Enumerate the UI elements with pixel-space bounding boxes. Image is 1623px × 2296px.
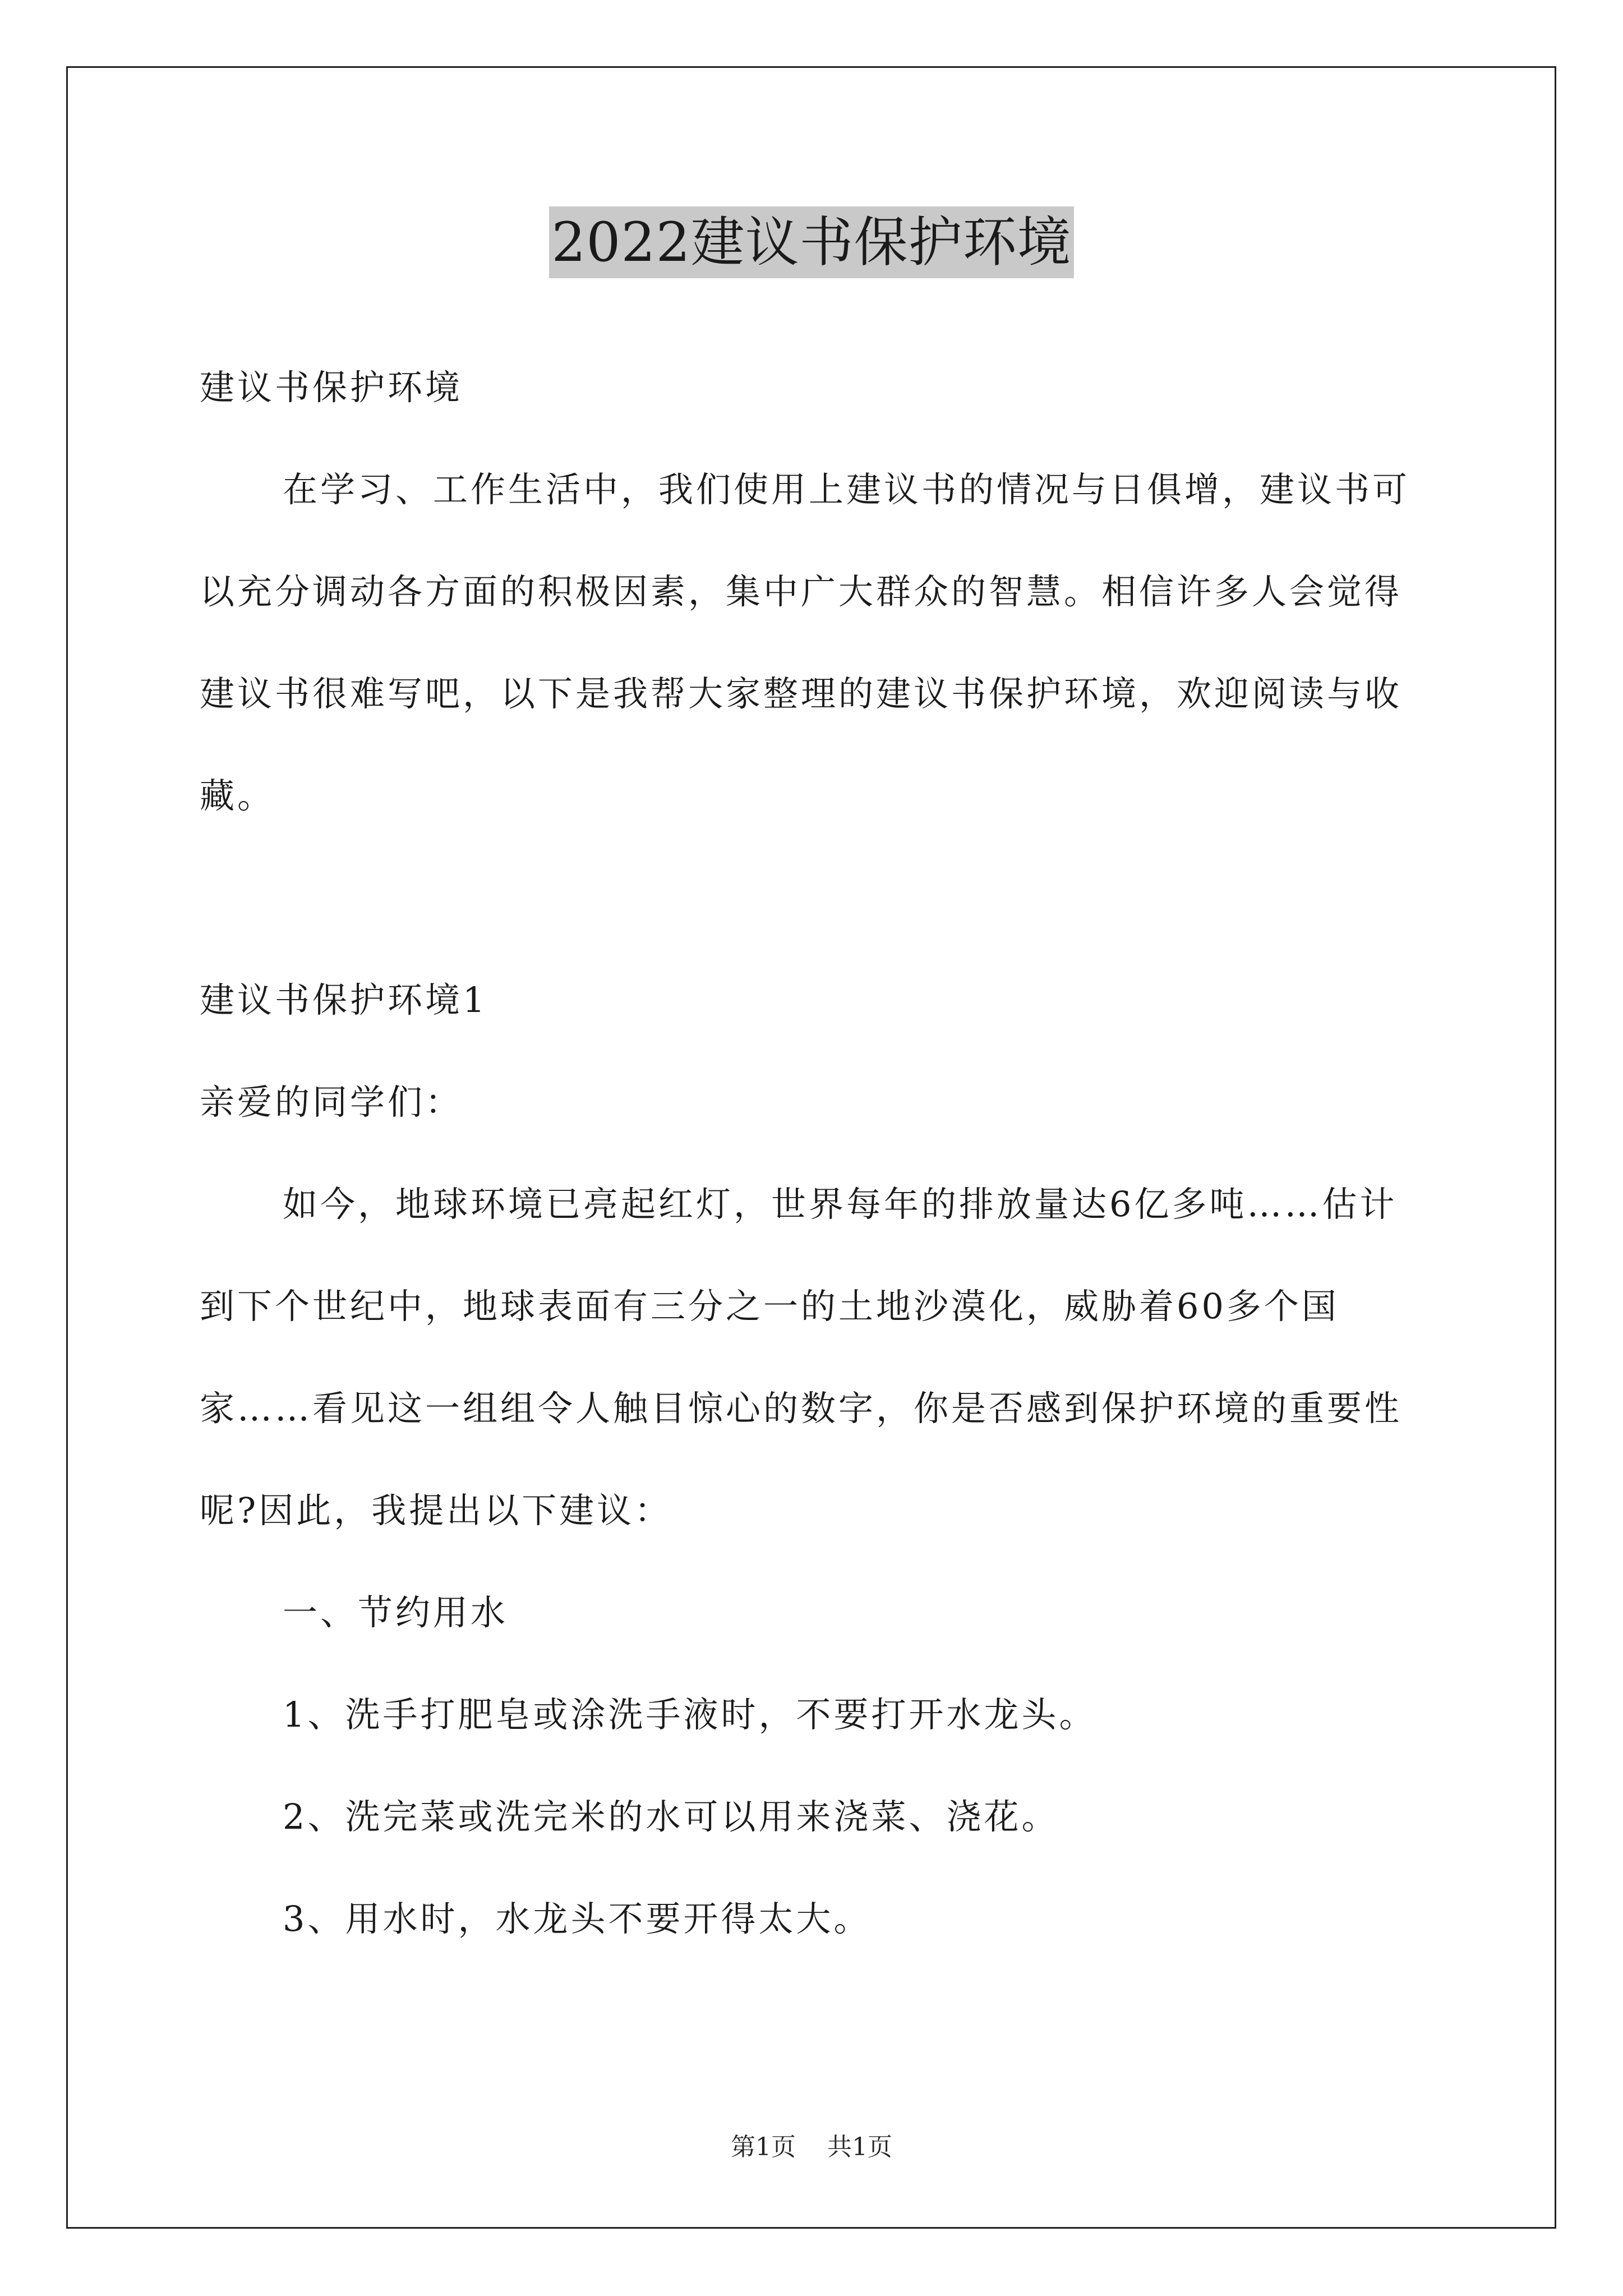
body-paragraph: 如今，地球环境已亮起红灯，世界每年的排放量达6亿多吨……估计到下个世纪中，地球表面有三分之一的土地沙漠化，威胁着60多个国家……看见这一组组令人触目惊心的数字，你是否感到保护环境的重要性呢?因此，我提出以下建议： <box>200 1184 1403 1531</box>
salutation: 亲爱的同学们： <box>200 1082 463 1122</box>
list-heading: 一、节约用水 <box>283 1592 509 1633</box>
blank-line <box>200 847 1433 949</box>
document-title: 2022建议书保护环境 <box>549 206 1073 278</box>
intro-paragraph: 在学习、工作生活中，我们使用上建议书的情况与日俱增，建议书可以充分调动各方面的积极因素，集中广大群众的智慧。相信许多人会觉得建议书很难写吧，以下是我帮大家整理的建议书保护环境，欢迎阅读与收藏。 <box>200 469 1410 816</box>
document-body <box>200 337 1433 1970</box>
page-footer <box>0 2131 1623 2164</box>
page-number: 第1页 <box>731 2133 796 2161</box>
page-total: 共1页 <box>827 2133 892 2161</box>
subheading: 建议书保护环境 <box>200 367 463 408</box>
list-item: 3、用水时，水龙头不要开得太大。 <box>283 1898 872 1939</box>
list-item: 1、洗手打肥皂或涂洗手液时，不要打开水龙头。 <box>283 1694 1097 1735</box>
list-item: 2、洗完菜或洗完米的水可以用来浇菜、浇花。 <box>283 1796 1059 1837</box>
section-heading: 建议书保护环境1 <box>200 979 488 1020</box>
title-container <box>0 206 1623 278</box>
